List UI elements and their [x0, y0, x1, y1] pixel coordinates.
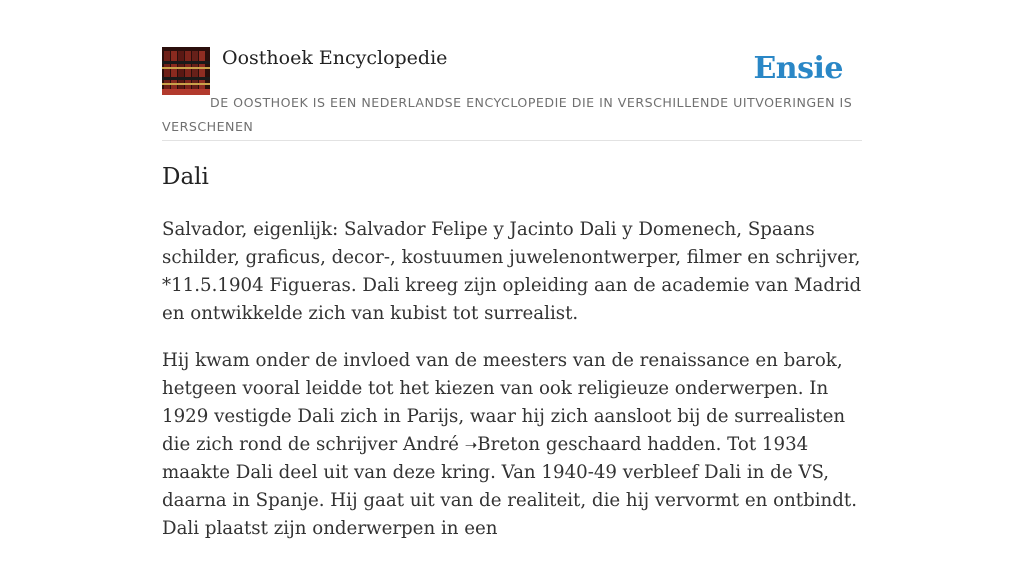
site-header	[162, 47, 862, 141]
article-paragraph-2	[162, 347, 864, 543]
page-title: Dali	[162, 164, 209, 190]
breton-link[interactable]: Breton	[477, 434, 541, 455]
article-paragraph-1: Salvador, eigenlijk: Salvador Felipe y Jacinto Dali y Domenech, Spaans schilder, graficus, decor-, kostuumen juwelenontwerper, filmer en schrijver, *11.5.1904 Figueras. Dali kreeg zijn opleiding aan de academie van Madrid en ontwikkelde zich van kubist tot surrealist.	[162, 219, 862, 324]
brand-logo[interactable]: Ensie	[753, 51, 843, 86]
paragraph-2-text-before: Hij kwam onder de invloed van de meesters van de renaissance en barok, hetgeen vooral leidde tot het kiezen van ook religieuze onderwerpen. In 1929 vestigde Dali zich in Parijs, waar hij zich aansloot bij de surrealisten die zich rond de schrijver André	[162, 350, 846, 455]
site-avatar[interactable]	[162, 47, 210, 95]
book-spines-icon	[162, 47, 210, 95]
link-arrow-icon: ➝	[464, 436, 478, 454]
site-tagline: DE OOSTHOEK IS EEN NEDERLANDSE ENCYCLOPEDIE DIE IN VERSCHILLENDE UITVOERINGEN IS VERSCHENEN	[162, 95, 853, 134]
paragraph-2-text-after: geschaard hadden. Tot 1934 maakte Dali deel uit van deze kring. Van 1940-49 verbleef Dali in de VS, daarna in Spanje. Hij gaat uit van de realiteit, die hij vervormt en ontbindt. Dali plaatst zijn onderwerpen in een	[162, 434, 858, 539]
article-body	[162, 216, 864, 562]
site-name[interactable]: Oosthoek Encyclopedie	[222, 47, 448, 69]
